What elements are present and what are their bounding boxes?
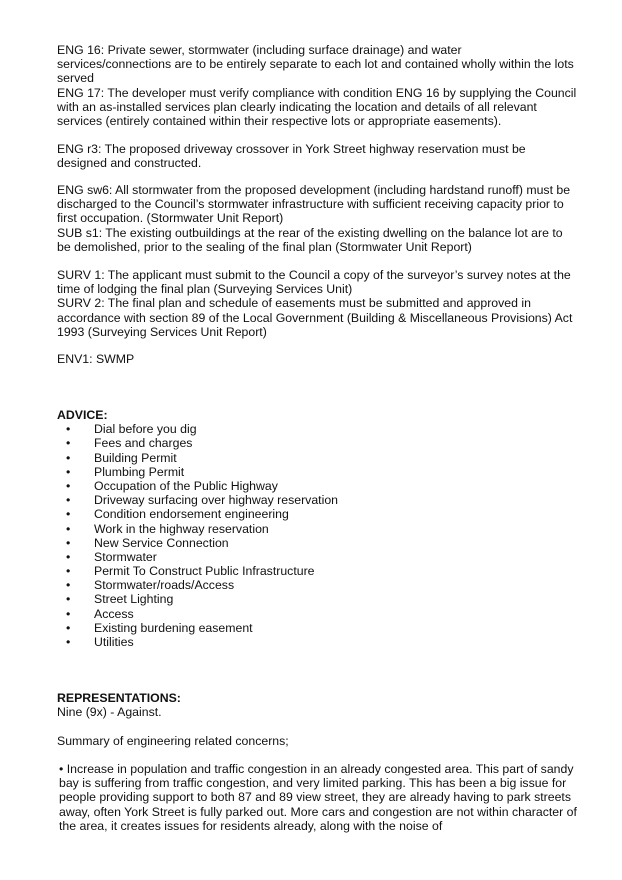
condition-surv-group <box>57 268 577 339</box>
advice-item-label: Work in the highway reservation <box>94 521 269 536</box>
advice-item-label: Building Permit <box>94 450 177 465</box>
representations-heading: REPRESENTATIONS: <box>57 691 181 705</box>
condition-sub-s1: SUB s1: The existing outbuildings at the rear of the existing dwelling on the balance lot are to be demolished, prior to the sealing of the final plan (Stormwater Unit Report) <box>57 225 563 254</box>
condition-eng-r3: ENG r3: The proposed driveway crossover in York Street highway reservation must be designed and constructed. <box>57 142 526 171</box>
bullet-icon: • <box>66 635 71 650</box>
advice-item-label: Permit To Construct Public Infrastructure <box>94 564 315 579</box>
advice-item-label: Stormwater/roads/Access <box>94 578 235 593</box>
bullet-icon: • <box>66 493 71 508</box>
list-item <box>57 536 577 550</box>
bullet-icon: • <box>66 620 71 635</box>
summary-block <box>57 734 577 748</box>
bullet-icon: • <box>66 436 71 451</box>
list-item <box>57 607 577 621</box>
advice-item-label: New Service Connection <box>94 535 229 550</box>
list-item <box>57 493 577 507</box>
list-item <box>57 465 577 479</box>
concern-block <box>59 762 577 833</box>
bullet-icon: • <box>66 549 71 564</box>
list-item <box>57 635 577 649</box>
advice-section <box>57 408 577 649</box>
condition-env1: ENV1: SWMP <box>57 352 135 366</box>
advice-list <box>57 422 577 649</box>
list-item <box>57 479 577 493</box>
summary-intro: Summary of engineering related concerns; <box>57 734 289 748</box>
advice-heading: ADVICE: <box>57 408 108 422</box>
list-item <box>57 522 577 536</box>
list-item <box>57 451 577 465</box>
advice-item-label: Existing burdening easement <box>94 620 253 635</box>
advice-item-label: Condition endorsement engineering <box>94 507 289 522</box>
advice-item-label: Utilities <box>94 635 134 650</box>
advice-item-label: Occupation of the Public Highway <box>94 478 278 493</box>
condition-surv-2: SURV 2: The final plan and schedule of easements must be submitted and approved in accordance with section 89 of the Local Government (Building & Miscellaneous Provisions) Act 1993 (Surveying Services Unit Report) <box>57 296 573 339</box>
list-item <box>57 564 577 578</box>
advice-item-label: Stormwater <box>94 549 157 564</box>
condition-eng16-17-group <box>57 43 577 128</box>
bullet-icon: • <box>66 507 71 522</box>
list-item <box>57 507 577 521</box>
condition-eng-sw6: ENG sw6: All stormwater from the proposed development (including hardstand runoff) must be discharged to the Council’s stormwater infrastructure with sufficient receiving capacity prior to first occupation. (Stormwater Unit Report) <box>57 183 571 226</box>
advice-item-label: Access <box>94 606 134 621</box>
advice-item-label: Dial before you dig <box>94 422 197 437</box>
list-item <box>57 621 577 635</box>
advice-item-label: Fees and charges <box>94 436 193 451</box>
condition-eng-sw6-group <box>57 183 577 254</box>
bullet-icon: • <box>66 521 71 536</box>
list-item <box>57 436 577 450</box>
list-item <box>57 592 577 606</box>
bullet-icon: • <box>66 478 71 493</box>
bullet-icon: • <box>66 450 71 465</box>
list-item <box>57 422 577 436</box>
bullet-icon: • <box>66 606 71 621</box>
advice-item-label: Driveway surfacing over highway reservation <box>94 493 338 508</box>
condition-surv-1: SURV 1: The applicant must submit to the Council a copy of the surveyor’s survey notes at the time of lodging the final plan (Surveying Services Unit) <box>57 268 571 297</box>
condition-eng-16: ENG 16: Private sewer, stormwater (including surface drainage) and water services/connections are to be entirely separate to each lot and contained wholly within the lots served <box>57 43 574 86</box>
bullet-icon: • <box>66 535 71 550</box>
advice-item-label: Plumbing Permit <box>94 464 185 479</box>
list-item <box>57 550 577 564</box>
bullet-icon: • <box>66 464 71 479</box>
list-item <box>57 578 577 592</box>
advice-item-label: Street Lighting <box>94 592 174 607</box>
bullet-icon: • <box>66 578 71 593</box>
condition-env1-group <box>57 352 577 366</box>
condition-eng-r3-group <box>57 142 577 170</box>
representations-section <box>57 691 577 719</box>
bullet-icon: • <box>66 592 71 607</box>
representations-count: Nine (9x) - Against. <box>57 705 162 720</box>
concern-paragraph: • Increase in population and traffic congestion in an already congested area. This part of sandy bay is suffering from traffic congestion, and very limited parking. This has been a big issue for people providing support to both 87 and 89 view street, they are already having to park streets away, often York Street is fully parked out. More cars and congestion are not within character of the area, it creates issues for residents already, along with the noise of <box>59 762 577 833</box>
bullet-icon: • <box>66 422 71 437</box>
condition-eng-17: ENG 17: The developer must verify compliance with condition ENG 16 by supplying the Council with an as-installed services plan clearly indicating the location and details of all relevant services (entirely contained within their respective lots or appropriate easements). <box>57 85 577 129</box>
bullet-icon: • <box>66 564 71 579</box>
